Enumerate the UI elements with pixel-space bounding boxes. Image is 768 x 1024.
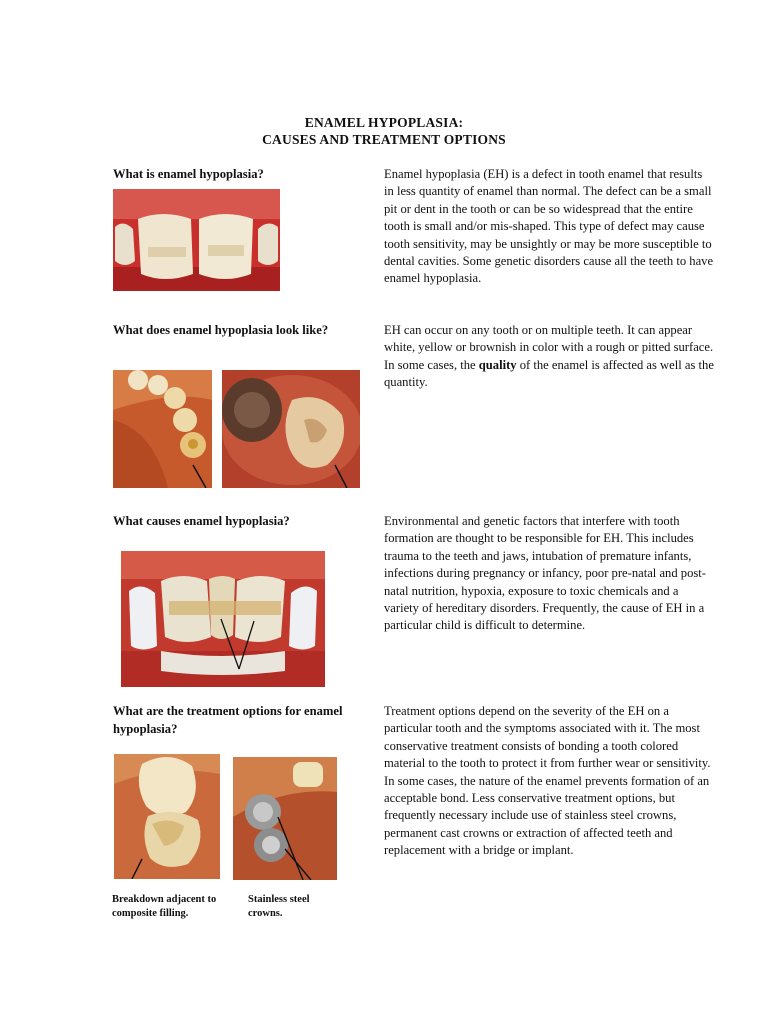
- caption-composite: Breakdown adjacent to composite filling.: [112, 894, 217, 919]
- photo-pitted-molar: [222, 370, 360, 488]
- document-title-line-1: ENAMEL HYPOPLASIA:: [304, 115, 464, 130]
- question-look-like: What does enamel hypoplasia look like?: [113, 323, 329, 337]
- answer-look-like: [384, 322, 714, 392]
- answer-look-like-bold: quality: [478, 357, 517, 372]
- answer-look-like-after: of the enamel is affected as well as the quantity.: [384, 357, 714, 390]
- document-title-line-2: CAUSES AND TREATMENT OPTIONS: [262, 132, 506, 147]
- photo-composite-filling: [114, 754, 220, 879]
- photo-steel-crowns: [233, 757, 337, 880]
- answer-look-like-before: EH can occur on any tooth or on multiple teeth. It can appear white, yellow or brownish in color with a rough or pitted surface. In some cases, the: [384, 323, 714, 372]
- answer-what-is: Enamel hypoplasia (EH) is a defect in tooth enamel that results in less quantity of enamel than normal. The defect can be a small pit or dent in the tooth or can be so widespread that the entire tooth is small and/or mis-shaped. This type of defect may cause tooth sensitivity, may be unsightly or may be more susceptible to dental cavities. Some genetic disorders cause all the teeth to have enamel hypoplasia.: [384, 167, 714, 286]
- answer-treatment: Treatment options depend on the severity of the EH on a particular tooth and the symptoms associated with it. The most conservative treatment consists of bonding a tooth colored material to the tooth to protect it from further wear or sensitivity. In some cases, the nature of the enamel prevents formation of an acceptable bond. Less conservative treatment options, but frequently necessary include use of stainless steel crowns, permanent cast crowns or extraction of affected teeth and replacement with a bridge or implant.: [384, 704, 711, 858]
- question-causes: What causes enamel hypoplasia?: [113, 514, 290, 528]
- question-treatment: What are the treatment options for enamel hypoplasia?: [113, 704, 343, 736]
- caption-steel-crowns: Stainless steel crowns.: [248, 894, 310, 919]
- photo-front-teeth: [113, 189, 280, 291]
- photo-stained-incisors: [121, 551, 325, 687]
- question-what-is: What is enamel hypoplasia?: [113, 167, 264, 181]
- photo-molars-palate: [113, 370, 212, 488]
- answer-causes: Environmental and genetic factors that interfere with tooth formation are thought to be responsible for EH. This includes trauma to the teeth and jaws, intubation of premature infants, infections during pregnancy or infancy, poor pre-natal and post-natal nutrition, hypoxia, exposure to toxic chemicals and a variety of hereditary disorders. Frequently, the cause of EH in a particular child is difficult to determine.: [384, 514, 706, 633]
